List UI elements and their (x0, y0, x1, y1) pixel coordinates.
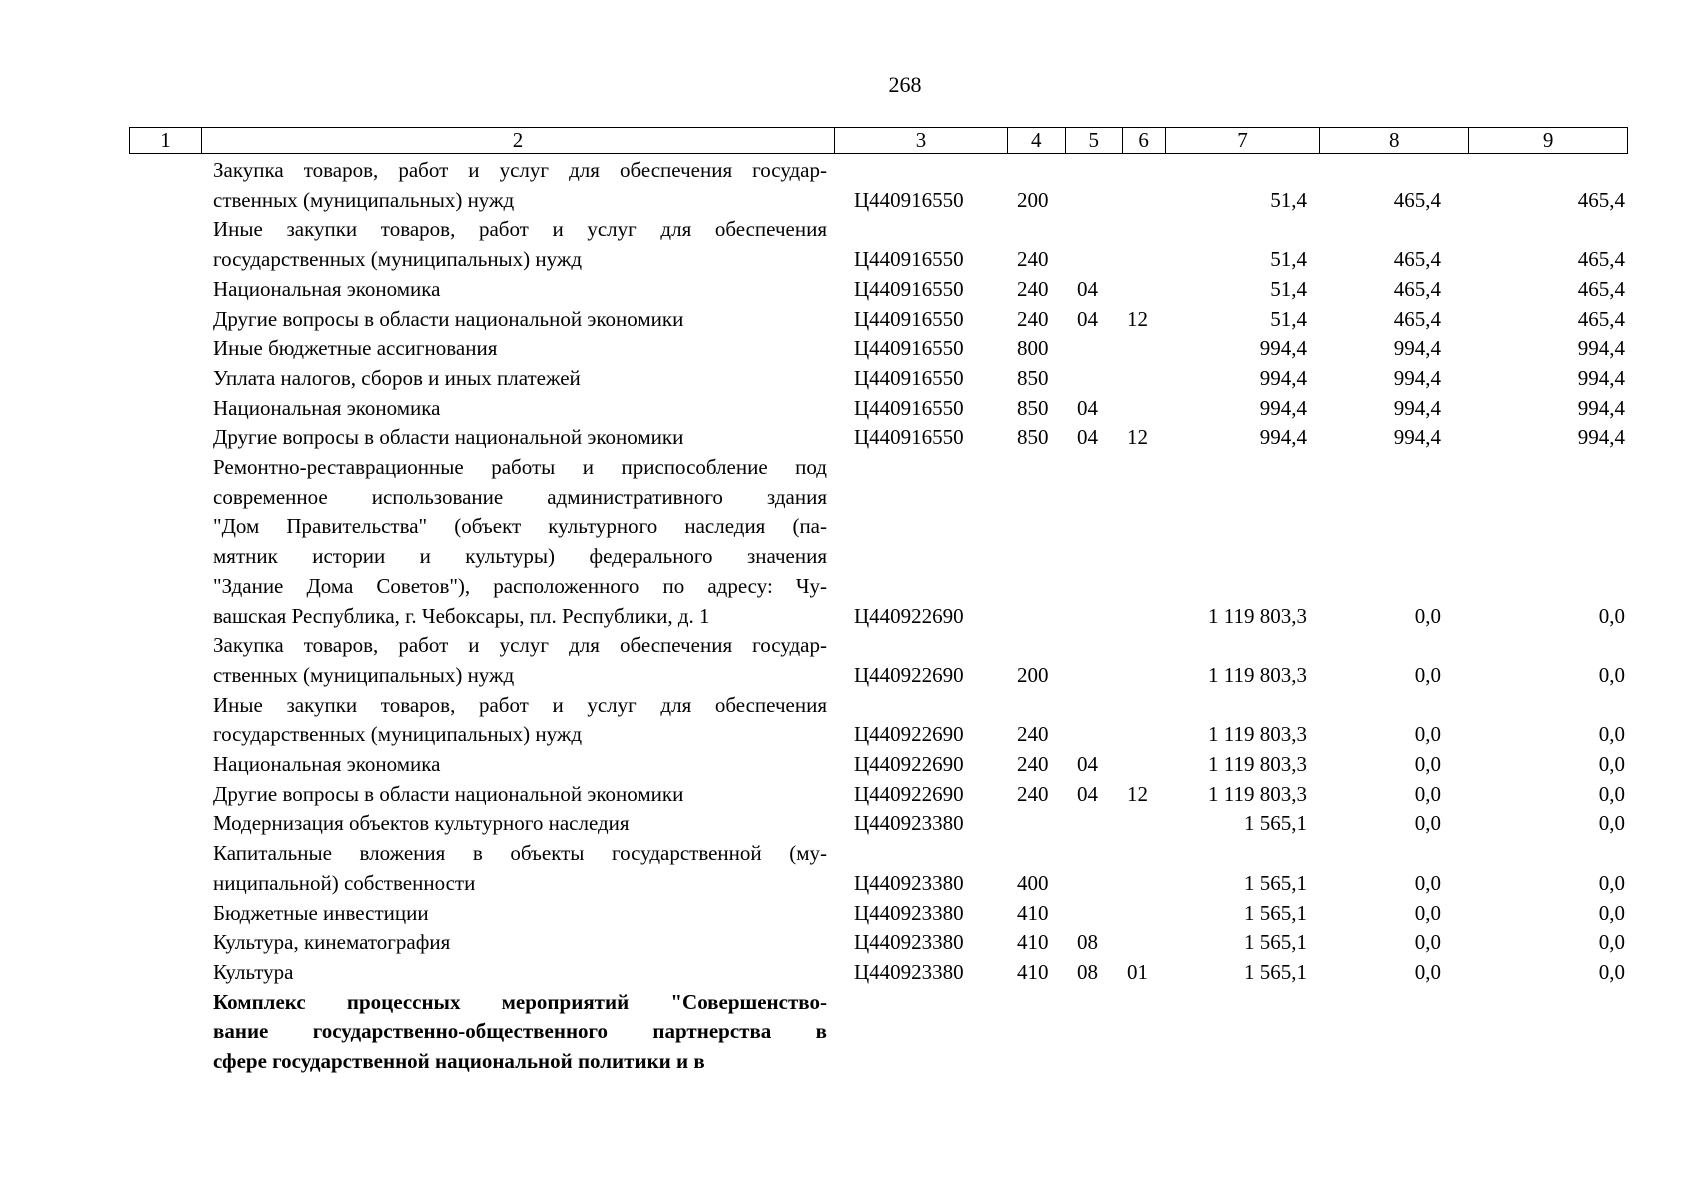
header-cell: 9 (1542, 128, 1554, 152)
row-name-line: Другие вопросы в области национальной экономики (213, 425, 684, 450)
value-col7: 1 119 803,3 (1208, 752, 1307, 777)
table-row (129, 156, 1628, 215)
value-col9: 0,0 (1598, 752, 1625, 777)
value-col7: 51,4 (1270, 187, 1307, 212)
value-col7: 994,4 (1259, 365, 1307, 390)
value-col8: 465,4 (1393, 306, 1441, 331)
expense-type: 240 (1017, 247, 1049, 272)
row-name-line: Капитальные вложения в объекты государственной (му- (213, 841, 827, 866)
value-col9: 0,0 (1598, 722, 1625, 747)
section: 04 (1077, 306, 1098, 331)
row-name (213, 631, 827, 690)
row-name (213, 750, 827, 780)
target-code: Ц440916550 (854, 187, 964, 212)
subsection: 12 (1127, 781, 1148, 806)
expense-type: 200 (1017, 662, 1049, 687)
target-code: Ц440923380 (854, 900, 964, 925)
row-name-line: Иные бюджетные ассигнования (213, 336, 498, 361)
table-row (129, 453, 1628, 631)
row-name-line: ственных (муниципальных) нужд (213, 662, 515, 687)
row-name-line: Иные закупки товаров, работ и услуг для обеспечения (213, 692, 827, 717)
section: 04 (1077, 752, 1098, 777)
row-name (213, 809, 827, 839)
row-name (213, 839, 827, 898)
value-col9: 465,4 (1577, 187, 1625, 212)
target-code: Ц440916550 (854, 365, 964, 390)
target-code: Ц440916550 (854, 425, 964, 450)
value-col7: 994,4 (1259, 395, 1307, 420)
section: 04 (1077, 276, 1098, 301)
value-col7: 994,4 (1259, 336, 1307, 361)
value-col9: 465,4 (1577, 276, 1625, 301)
row-name (213, 305, 827, 335)
header-cell: 5 (1066, 128, 1123, 153)
row-name-line: современное использование административного здания (213, 484, 827, 509)
header-cell: 3 (835, 128, 1008, 153)
row-name-line: Другие вопросы в области национальной экономики (213, 306, 684, 331)
value-col9: 465,4 (1577, 306, 1625, 331)
row-name-line: Закупка товаров, работ и услуг для обеспечения государ- (213, 633, 827, 658)
value-col9: 0,0 (1598, 959, 1625, 984)
expense-type: 240 (1017, 722, 1049, 747)
row-name-line: мятник истории и культуры) федерального значения (213, 544, 827, 569)
table-row (129, 215, 1628, 274)
target-code: Ц440916550 (854, 336, 964, 361)
expense-type: 200 (1017, 187, 1049, 212)
target-code: Ц440922690 (854, 752, 964, 777)
table-row (129, 364, 1628, 394)
value-col8: 994,4 (1393, 395, 1441, 420)
table-header (129, 127, 1628, 154)
value-col7: 51,4 (1270, 276, 1307, 301)
value-col9: 0,0 (1598, 870, 1625, 895)
header-cell: 7 (1166, 128, 1321, 153)
expense-type: 850 (1017, 395, 1049, 420)
row-name-line: Комплекс процессных мероприятий "Совершенство- (213, 989, 827, 1014)
target-code: Ц440916550 (854, 276, 964, 301)
row-name-line: сфере государственной национальной политики и в (213, 1049, 705, 1074)
section: 08 (1077, 930, 1098, 955)
value-col7: 1 565,1 (1244, 930, 1307, 955)
value-col7: 1 565,1 (1244, 811, 1307, 836)
target-code: Ц440922690 (854, 603, 964, 628)
row-name-line: Культура, кинематография (213, 930, 451, 955)
value-col9: 994,4 (1577, 336, 1625, 361)
value-col9: 0,0 (1598, 930, 1625, 955)
section: 08 (1077, 959, 1098, 984)
row-name (213, 453, 827, 631)
target-code: Ц440916550 (854, 247, 964, 272)
value-col9: 0,0 (1598, 603, 1625, 628)
table-row (129, 394, 1628, 424)
value-col9: 994,4 (1577, 365, 1625, 390)
expense-type: 240 (1017, 306, 1049, 331)
row-name-line: Национальная экономика (213, 276, 441, 301)
expense-type: 240 (1017, 276, 1049, 301)
row-name-line: Другие вопросы в области национальной экономики (213, 781, 684, 806)
table-row (129, 958, 1628, 988)
value-col7: 1 119 803,3 (1208, 781, 1307, 806)
row-name-line: Культура (213, 959, 294, 984)
value-col9: 0,0 (1598, 900, 1625, 925)
row-name-line: Бюджетные инвестиции (213, 900, 429, 925)
row-name-line: Национальная экономика (213, 395, 441, 420)
row-name (213, 394, 827, 424)
value-col8: 0,0 (1414, 781, 1441, 806)
subsection: 12 (1127, 306, 1148, 331)
table-row (129, 334, 1628, 364)
value-col8: 0,0 (1414, 811, 1441, 836)
value-col8: 465,4 (1393, 187, 1441, 212)
value-col7: 1 119 803,3 (1208, 722, 1307, 747)
header-cell: 1 (130, 128, 202, 153)
value-col9: 465,4 (1577, 247, 1625, 272)
target-code: Ц440922690 (854, 781, 964, 806)
value-col8: 465,4 (1393, 247, 1441, 272)
row-name-line: Модернизация объектов культурного наследия (213, 811, 630, 836)
table-row (129, 780, 1628, 810)
row-name-line: государственных (муниципальных) нужд (213, 247, 583, 272)
target-code: Ц440923380 (854, 930, 964, 955)
value-col8: 0,0 (1414, 722, 1441, 747)
row-name-line: "Дом Правительства" (объект культурного наследия (па- (213, 514, 827, 539)
expense-type: 240 (1017, 752, 1049, 777)
value-col7: 1 119 803,3 (1208, 603, 1307, 628)
table-row (129, 899, 1628, 929)
row-name (213, 899, 827, 929)
row-name (213, 780, 827, 810)
row-name-line: ниципальной) собственности (213, 870, 476, 895)
header-cell: 4 (1008, 128, 1066, 153)
target-code: Ц440922690 (854, 662, 964, 687)
row-name (213, 364, 827, 394)
value-col9: 994,4 (1577, 395, 1625, 420)
value-col7: 1 565,1 (1244, 900, 1307, 925)
value-col8: 0,0 (1414, 603, 1441, 628)
table-row (129, 691, 1628, 750)
row-name-line: государственных (муниципальных) нужд (213, 722, 583, 747)
target-code: Ц440923380 (854, 870, 964, 895)
value-col8: 0,0 (1414, 662, 1441, 687)
page-number: 268 (888, 72, 922, 97)
table-row (129, 423, 1628, 453)
row-name-line: Иные закупки товаров, работ и услуг для обеспечения (213, 217, 827, 242)
value-col8: 994,4 (1393, 336, 1441, 361)
table-row (129, 928, 1628, 958)
target-code: Ц440916550 (854, 306, 964, 331)
row-name-line: Ремонтно-реставрационные работы и приспособление под (213, 455, 827, 480)
value-col7: 1 565,1 (1244, 870, 1307, 895)
table-row (129, 839, 1628, 898)
row-name (213, 156, 827, 215)
value-col8: 0,0 (1414, 870, 1441, 895)
expense-type: 410 (1017, 900, 1049, 925)
row-name-line: вашская Республика, г. Чебоксары, пл. Республики, д. 1 (213, 603, 710, 628)
row-name-line: Закупка товаров, работ и услуг для обеспечения государ- (213, 158, 827, 182)
table-row (129, 988, 1628, 1077)
expense-type: 410 (1017, 959, 1049, 984)
row-name-line: ственных (муниципальных) нужд (213, 187, 515, 212)
table-row (129, 809, 1628, 839)
expense-type: 240 (1017, 781, 1049, 806)
value-col8: 0,0 (1414, 900, 1441, 925)
value-col8: 994,4 (1393, 425, 1441, 450)
value-col8: 465,4 (1393, 276, 1441, 301)
expense-type: 850 (1017, 365, 1049, 390)
section: 04 (1077, 781, 1098, 806)
target-code: Ц440923380 (854, 959, 964, 984)
table-body (129, 156, 1628, 1077)
subsection: 12 (1127, 425, 1148, 450)
subsection: 01 (1127, 959, 1148, 984)
row-name (213, 691, 827, 750)
value-col7: 994,4 (1259, 425, 1307, 450)
value-col8: 0,0 (1414, 959, 1441, 984)
value-col9: 0,0 (1598, 811, 1625, 836)
expense-type: 410 (1017, 930, 1049, 955)
row-name (213, 928, 827, 958)
table-row (129, 275, 1628, 305)
row-name (213, 958, 827, 988)
header-cell: 6 (1123, 128, 1166, 153)
row-name-line: вание государственно-общественного партнерства в (213, 1019, 827, 1044)
expense-type: 800 (1017, 336, 1049, 361)
table-row (129, 631, 1628, 690)
value-col9: 0,0 (1598, 662, 1625, 687)
row-name (213, 275, 827, 305)
value-col7: 1 565,1 (1244, 959, 1307, 984)
row-name-line: "Здание Дома Советов"), расположенного по адресу: Чу- (213, 573, 827, 598)
value-col9: 994,4 (1577, 425, 1625, 450)
value-col8: 994,4 (1393, 365, 1441, 390)
row-name-line: Национальная экономика (213, 752, 441, 777)
row-name (213, 988, 827, 1077)
table-row (129, 305, 1628, 335)
value-col9: 0,0 (1598, 781, 1625, 806)
table-row (129, 750, 1628, 780)
value-col8: 0,0 (1414, 930, 1441, 955)
value-col7: 51,4 (1270, 306, 1307, 331)
value-col7: 51,4 (1270, 247, 1307, 272)
header-cell: 8 (1320, 128, 1469, 153)
row-name-line: Уплата налогов, сборов и иных платежей (213, 365, 581, 390)
value-col8: 0,0 (1414, 752, 1441, 777)
target-code: Ц440916550 (854, 395, 964, 420)
header-cell: 2 (202, 128, 835, 153)
section: 04 (1077, 425, 1098, 450)
expense-type: 400 (1017, 870, 1049, 895)
target-code: Ц440923380 (854, 811, 964, 836)
expense-type: 850 (1017, 425, 1049, 450)
target-code: Ц440922690 (854, 722, 964, 747)
value-col7: 1 119 803,3 (1208, 662, 1307, 687)
row-name (213, 334, 827, 364)
section: 04 (1077, 395, 1098, 420)
row-name (213, 423, 827, 453)
row-name (213, 215, 827, 274)
